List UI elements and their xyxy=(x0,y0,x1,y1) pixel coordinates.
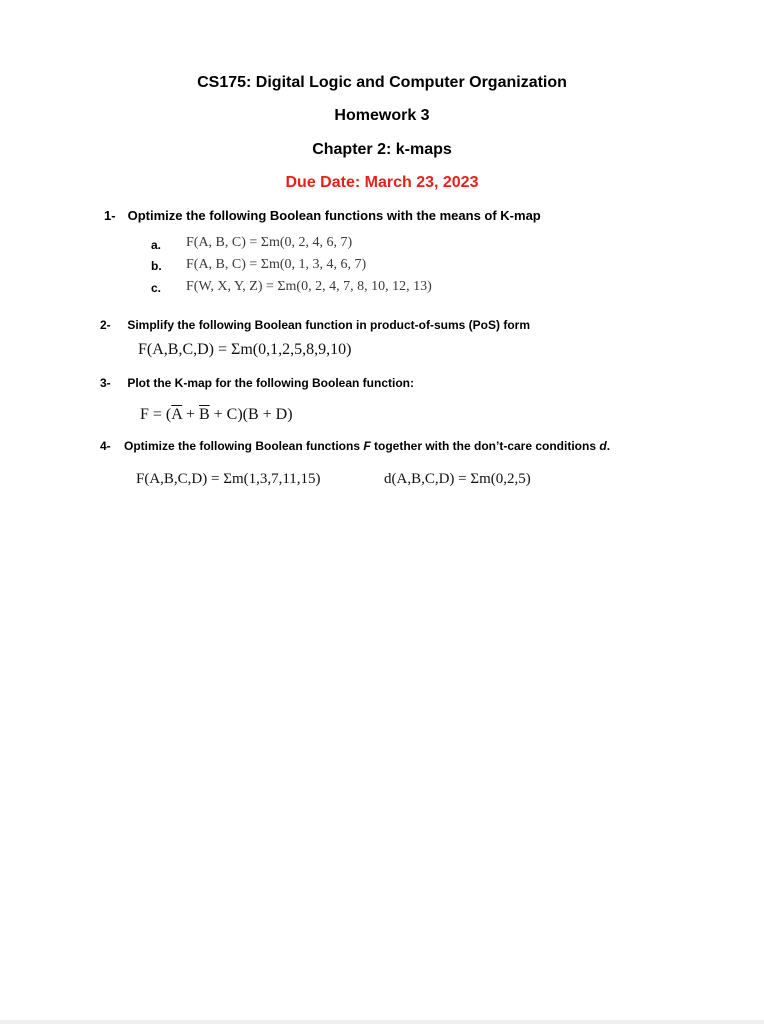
item-label-a: a. xyxy=(151,238,162,252)
question-1 xyxy=(104,208,541,223)
expr-part: + xyxy=(181,406,199,423)
expr-part: F = ( xyxy=(140,406,172,423)
homework-title: Homework 3 xyxy=(334,107,430,124)
function-expr-q4-f: F(A,B,C,D) = Σm(1,3,7,11,15) xyxy=(136,471,321,487)
item-expr-a: F(A, B, C) = Σm(0, 2, 4, 6, 7) xyxy=(186,235,353,250)
question-text-f: F xyxy=(363,439,371,453)
question-text: Simplify the following Boolean function in product-of-sums (PoS) form xyxy=(127,318,530,332)
question-3 xyxy=(100,376,414,390)
question-text: Optimize the following Boolean functions with the means of K-map xyxy=(127,208,541,223)
question-4 xyxy=(100,439,610,453)
function-expr-q2: F(A,B,C,D) = Σm(0,1,2,5,8,9,10) xyxy=(138,341,352,358)
item-expr-c: F(W, X, Y, Z) = Σm(0, 2, 4, 7, 8, 10, 12, 13) xyxy=(186,279,432,294)
question-number: 2- xyxy=(100,318,111,332)
course-title: CS175: Digital Logic and Computer Organization xyxy=(197,74,567,91)
question-text: Optimize the following Boolean functions xyxy=(124,439,364,453)
question-number: 1- xyxy=(104,208,116,223)
question-number: 4- xyxy=(100,439,111,453)
expr-complement-a: $\overline{A}$ xyxy=(171,406,182,423)
page-bottom-edge xyxy=(0,1020,764,1024)
function-expr-q4-d: d(A,B,C,D) = Σm(0,2,5) xyxy=(384,471,531,487)
chapter-title: Chapter 2: k-maps xyxy=(312,141,452,158)
due-date: Due Date: March 23, 2023 xyxy=(285,174,479,191)
expr-part: + C)(B + D) xyxy=(209,406,293,423)
question-number: 3- xyxy=(100,376,111,390)
question-text: . xyxy=(606,439,611,453)
item-expr-b: F(A, B, C) = Σm(0, 1, 3, 4, 6, 7) xyxy=(186,257,367,272)
question-text: together with the don’t-care conditions xyxy=(370,439,600,453)
item-label-c: c. xyxy=(151,281,162,295)
expr-complement-b: $\overline{B}$ xyxy=(198,406,210,423)
question-text: Plot the K-map for the following Boolean function: xyxy=(127,376,414,390)
function-expr-q3 xyxy=(140,406,293,424)
item-label-b: b. xyxy=(151,259,162,273)
question-2 xyxy=(100,318,530,332)
question-text-d: d xyxy=(599,439,607,453)
